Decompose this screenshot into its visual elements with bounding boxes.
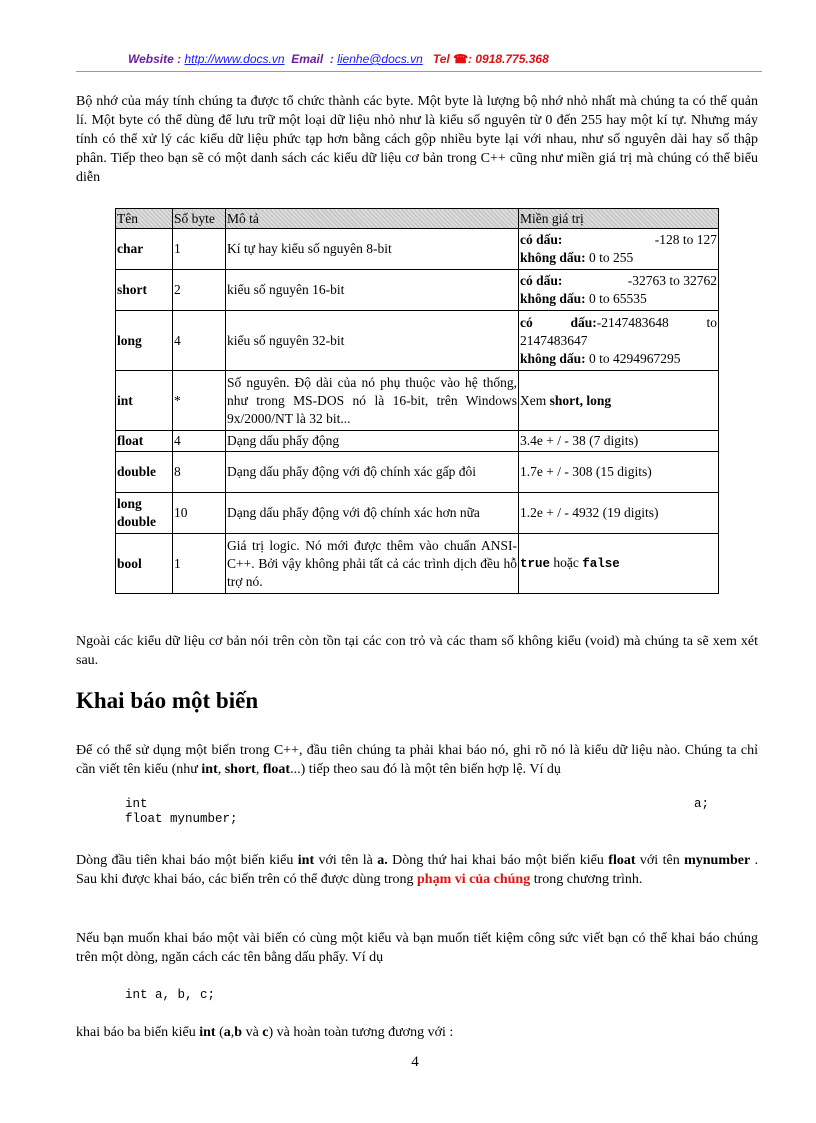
text-run: , bbox=[217, 762, 222, 777]
table-row bbox=[116, 431, 719, 452]
type-range bbox=[519, 371, 719, 431]
signed-range: -2147483648 to 2147483647 bbox=[520, 314, 717, 348]
explanation-paragraph bbox=[76, 851, 758, 889]
type-name: float bbox=[116, 431, 173, 452]
range-or: hoặc bbox=[553, 555, 579, 570]
signed-range: -128 to 127 bbox=[654, 232, 717, 247]
keyword-int: int bbox=[199, 1025, 216, 1040]
variable-a: a bbox=[223, 1025, 231, 1040]
signed-label: có dấu: bbox=[520, 314, 597, 330]
text-run: trong chương trình. bbox=[533, 872, 643, 887]
signed-range: -32763 to 32762 bbox=[627, 273, 717, 288]
text-run: với tên bbox=[639, 853, 680, 868]
equivalence-paragraph bbox=[76, 1023, 758, 1042]
text-run: , bbox=[255, 762, 260, 777]
header-name: Tên bbox=[116, 209, 173, 229]
type-bytes: 1 bbox=[173, 229, 226, 270]
text-run: ( bbox=[219, 1025, 224, 1040]
keyword-int: int bbox=[297, 853, 315, 868]
text-run: với tên là bbox=[318, 853, 373, 868]
text-run: , bbox=[230, 1025, 235, 1040]
signed-label: có dấu: bbox=[520, 273, 563, 288]
email-label: Email bbox=[291, 52, 324, 66]
type-description: Dạng dấu phẩy động với độ chính xác gấp đôi bbox=[226, 452, 519, 493]
type-bytes: 10 bbox=[173, 493, 226, 534]
tel-label: Tel bbox=[432, 52, 450, 66]
variable-c: c bbox=[262, 1025, 269, 1040]
text-run: Dòng thứ hai khai báo một biến kiểu bbox=[392, 853, 604, 868]
text-run: và bbox=[245, 1025, 259, 1040]
variable-b: b bbox=[234, 1025, 243, 1040]
telephone-icon: ☎ bbox=[453, 52, 469, 66]
text-run: . Sau khi được khai báo, các biến trên có thể được dùng trong bbox=[76, 853, 759, 887]
scope-link[interactable]: phạm vi của chúng bbox=[417, 872, 531, 887]
variable-mynumber: mynumber bbox=[684, 853, 751, 868]
type-description: Dạng dấu phẩy động bbox=[226, 431, 519, 452]
code-line-float: float mynumber; bbox=[125, 812, 238, 826]
unsigned-range: 0 to 255 bbox=[589, 250, 634, 265]
table-header-row bbox=[116, 209, 719, 229]
type-name: char bbox=[116, 229, 173, 270]
data-types-table bbox=[115, 208, 719, 594]
phone-number: : 0918.775.368 bbox=[468, 52, 549, 66]
table-row bbox=[116, 452, 719, 493]
text-run: ...) tiếp theo sau đó là một tên biến hợp lệ. Ví dụ bbox=[290, 762, 561, 777]
type-name: short bbox=[116, 270, 173, 311]
type-description: Dạng dấu phẩy động với độ chính xác hơn nữa bbox=[226, 493, 519, 534]
range-false: false bbox=[582, 557, 620, 571]
range-true: true bbox=[520, 557, 551, 571]
table-row bbox=[116, 493, 719, 534]
type-name: bool bbox=[116, 534, 173, 594]
unsigned-label: không dấu: bbox=[520, 350, 586, 366]
type-range: 1.2e + / - 4932 (19 digits) bbox=[519, 493, 719, 534]
table-row bbox=[116, 229, 719, 270]
type-description: Kí tự hay kiểu số nguyên 8-bit bbox=[226, 229, 519, 270]
table-row bbox=[116, 371, 719, 431]
type-range bbox=[519, 311, 719, 371]
header-divider bbox=[76, 71, 762, 72]
type-bytes: 4 bbox=[173, 311, 226, 371]
header-range: Miền giá trị bbox=[519, 209, 719, 229]
type-bytes: 2 bbox=[173, 270, 226, 311]
keyword-float: float bbox=[608, 853, 636, 868]
text-run: Dòng đầu tiên khai báo một biến kiểu bbox=[76, 853, 294, 868]
unsigned-range: 0 to 65535 bbox=[589, 291, 647, 306]
type-name: int bbox=[116, 371, 173, 431]
intro-paragraph: Bộ nhớ của máy tính chúng ta được tổ chức thành các byte. Một byte là lượng bộ nhớ nhỏ nhất mà chúng ta có thể quản lí. Một byte có thể dùng để lưu trữ một loại dữ liệu nhỏ như là kiểu số nguyên từ 0 đến 255 hay một kí tự. Nhưng máy tính có thể xử lý các kiểu dữ liệu phức tạp hơn bằng cách gộp nhiều byte lại với nhau, như số nguyên dài hay số thập phân. Tiếp theo bạn sẽ có một danh sách các kiểu dữ liệu cơ bản trong C++ cũng như miền giá trị mà chúng có thể biểu diễn bbox=[76, 94, 758, 185]
text-run: ) và hoàn toàn tương đương với : bbox=[268, 1025, 454, 1040]
keyword-int: int bbox=[201, 762, 218, 777]
unsigned-label: không dấu: bbox=[520, 291, 586, 306]
code-example-2: int a, b, c; bbox=[125, 988, 216, 1002]
types-note-paragraph: Ngoài các kiểu dữ liệu cơ bản nói trên còn tồn tại các con trỏ và các tham số không kiểu (void) mà chúng ta sẽ xem xét sau. bbox=[76, 634, 758, 668]
type-name: long bbox=[116, 311, 173, 371]
unsigned-range: 0 to 4294967295 bbox=[589, 350, 681, 366]
signed-label: có dấu: bbox=[520, 232, 563, 247]
type-range bbox=[519, 229, 719, 270]
type-bytes: 4 bbox=[173, 431, 226, 452]
keyword-float: float bbox=[262, 762, 291, 777]
variable-a: a. bbox=[377, 853, 388, 868]
declaration-paragraph bbox=[76, 741, 758, 779]
unsigned-label: không dấu: bbox=[520, 250, 586, 265]
code-example-1 bbox=[125, 797, 709, 827]
range-prefix: Xem bbox=[520, 392, 547, 408]
type-range bbox=[519, 270, 719, 311]
header-description: Mô tả bbox=[226, 209, 519, 229]
type-range bbox=[519, 534, 719, 594]
text-run: khai báo ba biến kiểu bbox=[76, 1025, 196, 1040]
multi-declaration-paragraph: Nếu bạn muốn khai báo một vài biến có cùng một kiểu và bạn muốn tiết kiệm công sức viết bạn có thể khai báo chúng trên một dòng, ngăn cách các tên bằng dấu phẩy. Ví dụ bbox=[76, 931, 758, 965]
text-run: Để có thể sử dụng một biến trong C++, đầu tiên chúng ta phải khai báo nó, ghi rõ nó là kiểu dữ liệu nào. Chúng ta chỉ cần viết tên kiểu (như bbox=[76, 743, 758, 777]
email-separator: : bbox=[329, 52, 334, 66]
type-bytes: 8 bbox=[173, 452, 226, 493]
range-types: short, long bbox=[549, 392, 612, 408]
type-description: Số nguyên. Độ dài của nó phụ thuộc vào hệ thống, như trong MS-DOS nó là 16-bit, trên Windows 9x/2000/NT là 32 bit... bbox=[226, 371, 519, 431]
type-range: 3.4e + / - 38 (7 digits) bbox=[519, 431, 719, 452]
table-row bbox=[116, 534, 719, 594]
code-line-int: int bbox=[125, 797, 148, 811]
section-heading: Khai báo một biến bbox=[76, 688, 259, 713]
type-description: kiểu số nguyên 16-bit bbox=[226, 270, 519, 311]
table-row bbox=[116, 270, 719, 311]
keyword-short: short bbox=[224, 762, 256, 777]
page-number: 4 bbox=[411, 1054, 419, 1070]
code-line-var: a; bbox=[693, 797, 709, 811]
email-link[interactable]: lienhe@docs.vn bbox=[337, 52, 423, 66]
type-name: long double bbox=[116, 493, 173, 534]
website-link[interactable]: http://www.docs.vn bbox=[184, 52, 285, 66]
type-bytes: * bbox=[173, 371, 226, 431]
header-bytes: Số byte bbox=[173, 209, 226, 229]
type-description: kiểu số nguyên 32-bit bbox=[226, 311, 519, 371]
page-header bbox=[128, 52, 549, 66]
type-name: double bbox=[116, 452, 173, 493]
type-range: 1.7e + / - 308 (15 digits) bbox=[519, 452, 719, 493]
website-label: Website : bbox=[128, 52, 182, 66]
type-bytes: 1 bbox=[173, 534, 226, 594]
type-description: Giá trị logic. Nó mới được thêm vào chuẩn ANSI-C++. Bởi vậy không phải tất cả các trình dịch đều hỗ trợ nó. bbox=[226, 534, 519, 594]
table-row bbox=[116, 311, 719, 371]
